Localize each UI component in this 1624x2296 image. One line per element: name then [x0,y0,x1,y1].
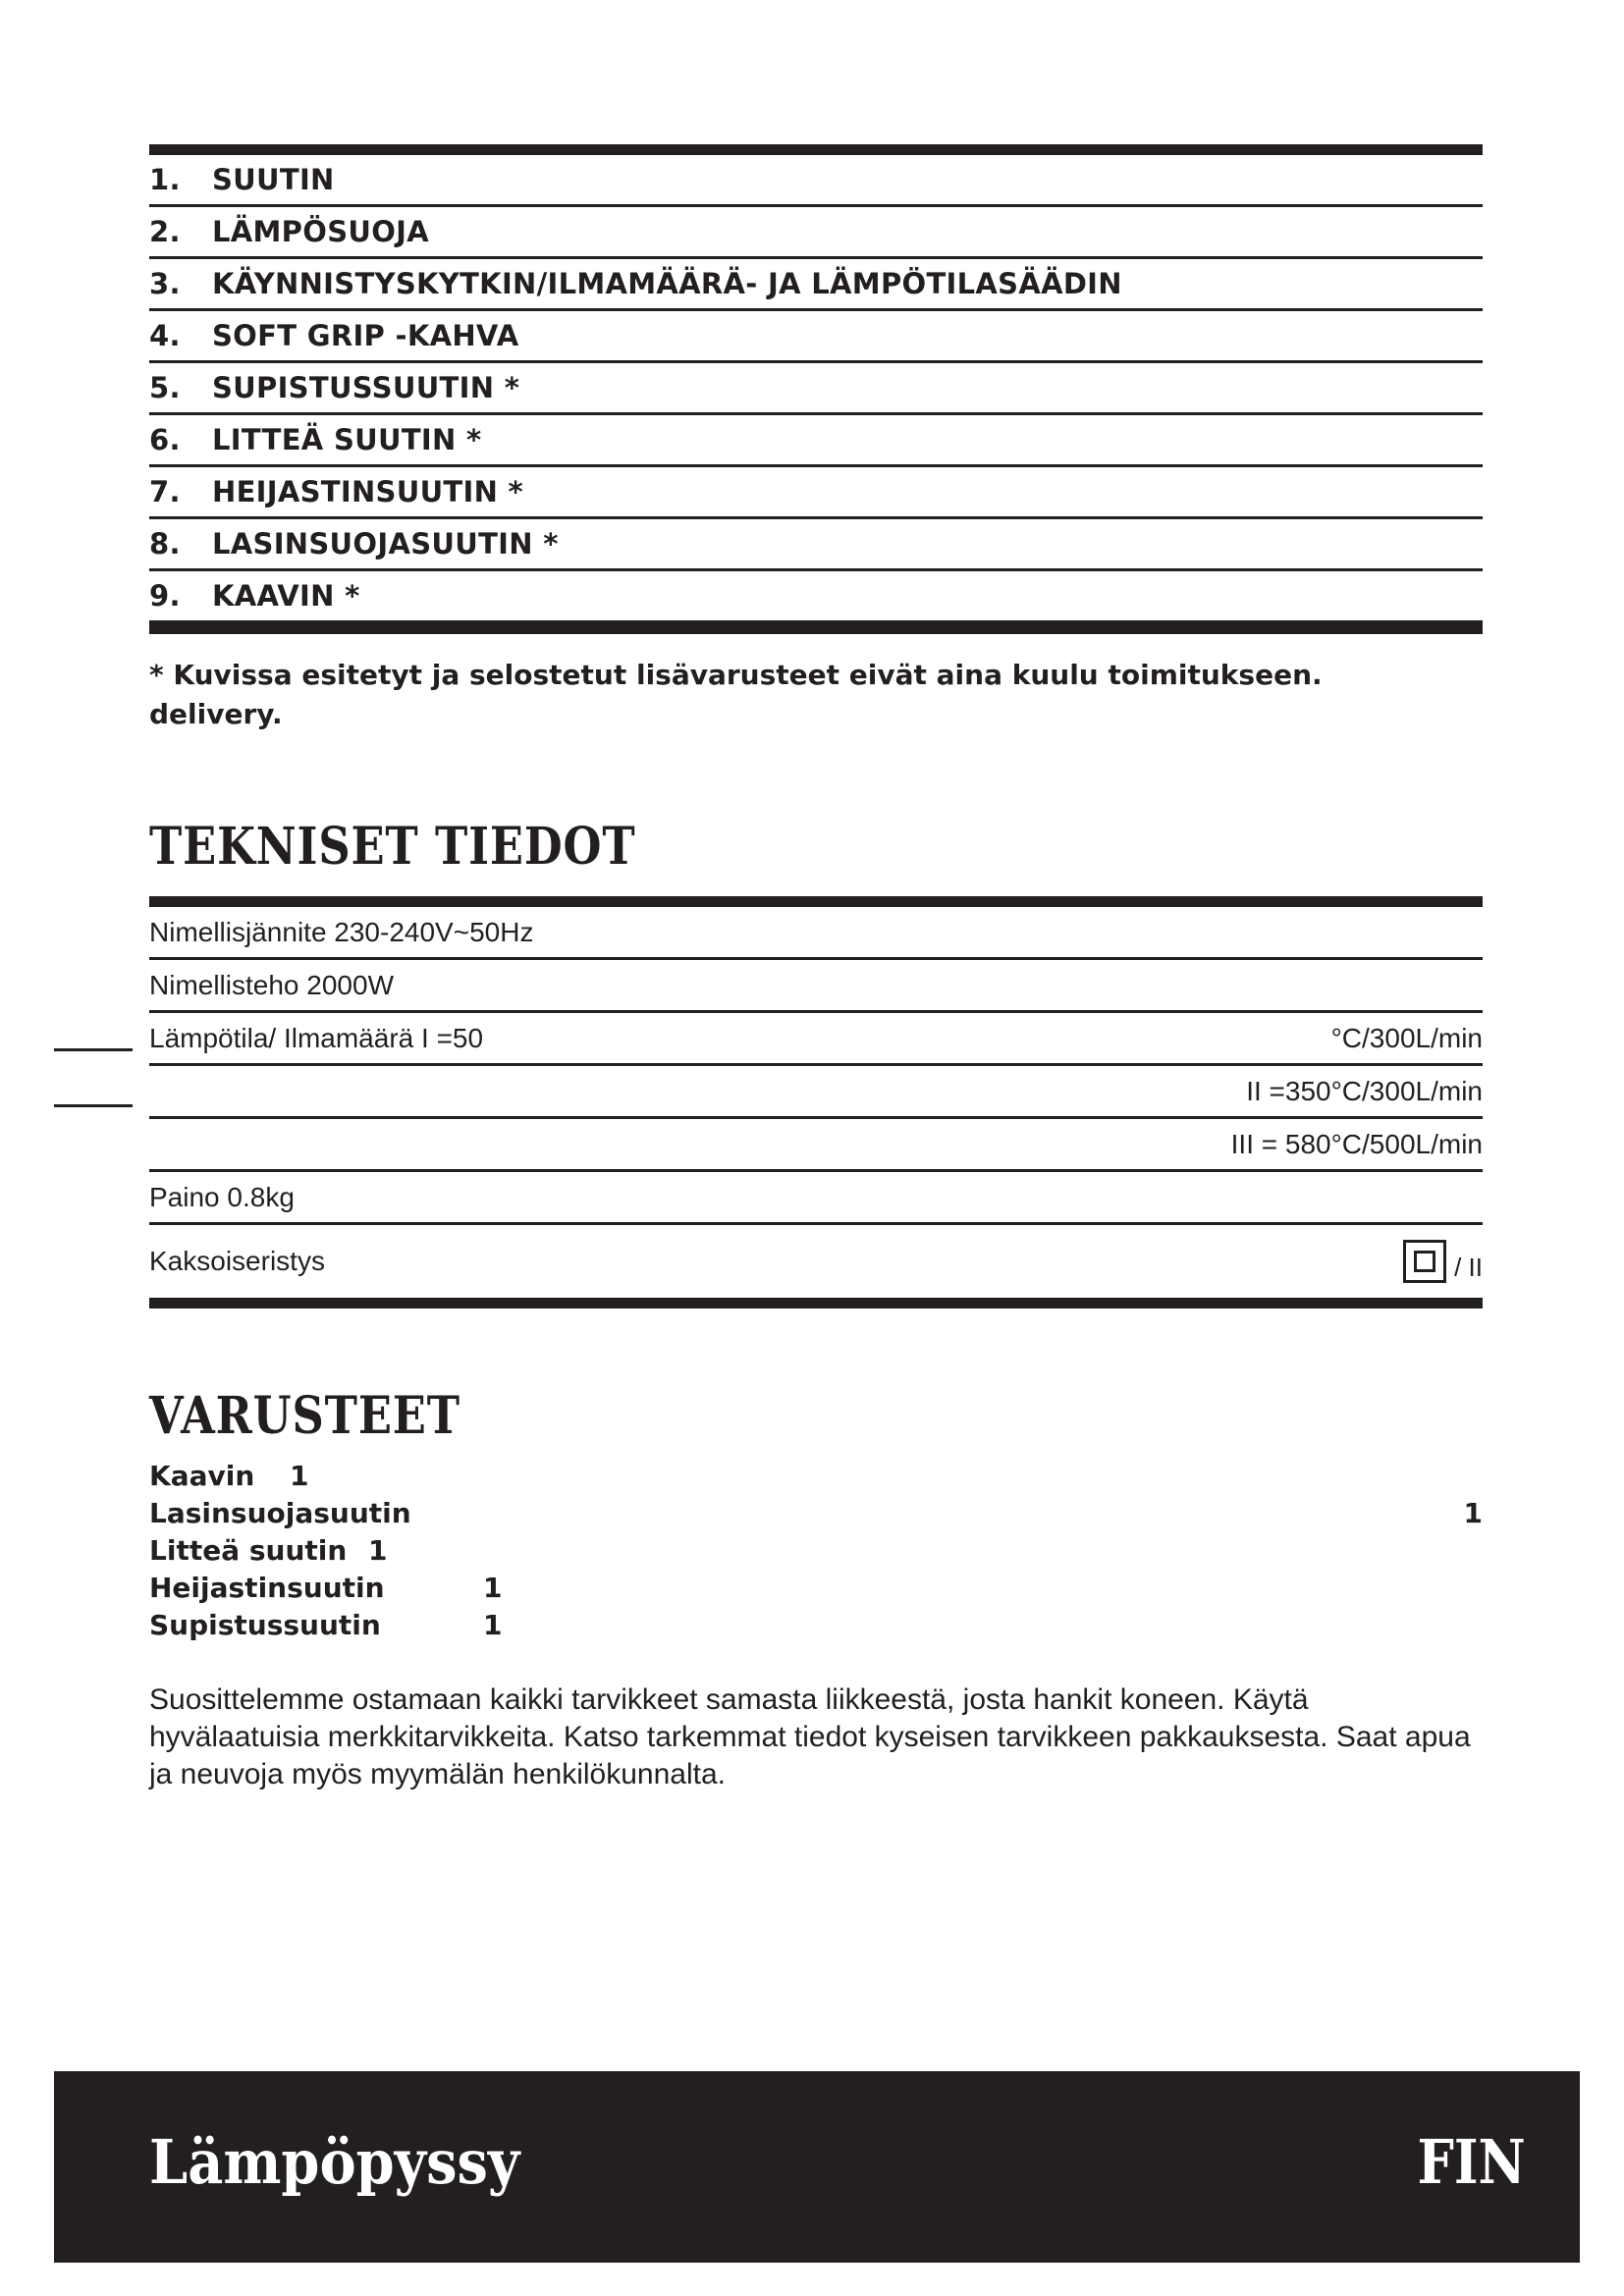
parts-top-rule [149,144,1483,155]
specs-bottom-rule [149,1298,1483,1308]
parts-item-number: 5. [149,371,181,404]
accessory-qty: 1 [290,1460,309,1492]
footnote-line: delivery. [149,698,283,730]
accessory-name: Lasinsuojasuutin [149,1497,411,1529]
accessory-item [149,1497,1483,1534]
spec-label: Lämpötila/ Ilmamäärä I =50 [149,1022,484,1053]
parts-item-label: LASINSUOJASUUTIN * [212,527,559,561]
parts-item [149,571,1483,623]
footer-bar [54,2071,1580,2263]
spec-label: Nimellisteho 2000W [149,969,394,1000]
accessories-list [149,1460,1483,1646]
parts-item-label: LÄMPÖSUOJA [212,215,430,248]
parts-list [149,144,1483,634]
accessory-qty: 1 [483,1609,503,1641]
spec-row [149,907,1483,960]
spec-value: °C/300L/min [1330,1022,1483,1053]
spec-row [149,1066,1483,1119]
accessory-qty: 1 [368,1534,388,1567]
parts-item-label: SUPISTUSSUUTIN * [212,371,520,404]
accessory-name: Heijastinsuutin [149,1572,385,1604]
accessory-item [149,1460,1483,1497]
accessories-footnote [149,656,1426,734]
spec-label: Kaksoiseristys [149,1246,325,1276]
recommendation-paragraph: Suosittelemme ostamaan kaikki tarvikkeet samasta liikkeestä, josta hankit koneen. Käytä hyvälaatuisia merkkitarvikkeita. Katso tarkemmat tiedot kyseisen tarvikkeen pakkauksesta. Saat apua ja neuvoja myös myymälän henkilökunnalta. [149,1683,1471,1790]
double-insulation-symbol [1403,1240,1483,1283]
accessory-item [149,1609,1483,1646]
parts-item-label: LITTEÄ SUUTIN * [212,423,482,456]
accessory-name: Kaavin [149,1460,255,1492]
parts-item-label: SOFT GRIP -KAHVA [212,319,519,352]
parts-item-number: 2. [149,215,181,248]
accessory-name: Supistussuutin [149,1609,381,1641]
parts-bottom-rule [149,623,1483,634]
parts-item-label: HEIJASTINSUUTIN * [212,475,524,508]
parts-item-label: SUUTIN [212,163,335,196]
spec-label: Nimellisjännite 230-240V~50Hz [149,916,534,947]
parts-item [149,207,1483,259]
parts-item-number: 8. [149,527,181,561]
parts-item [149,519,1483,571]
spec-label: Paino 0.8kg [149,1181,295,1212]
specs-heading: TEKNISET TIEDOT [149,817,636,877]
double-square-icon [1403,1240,1446,1283]
specs-top-rule [149,896,1483,907]
accessory-qty: 1 [1463,1497,1483,1529]
accessory-item [149,1572,1483,1609]
insulation-class: / II [1454,1253,1483,1282]
footnote-line: * Kuvissa esitetyt ja selostetut lisävarusteet eivät aina kuulu toimitukseen. [149,659,1323,691]
parts-item [149,467,1483,519]
parts-item-number: 7. [149,475,181,508]
parts-item [149,415,1483,467]
parts-item [149,155,1483,207]
spec-value: II =350°C/300L/min [1246,1075,1483,1106]
margin-mark [54,1104,133,1107]
parts-item-number: 1. [149,163,181,196]
spec-row [149,1013,1483,1066]
parts-item-label: KAAVIN * [212,579,360,613]
spec-row [149,1119,1483,1172]
parts-item-number: 4. [149,319,181,352]
product-title: Lämpöpyssy [149,2126,520,2198]
accessory-name: Litteä suutin [149,1534,348,1567]
parts-item [149,259,1483,311]
language-code: FIN [1417,2126,1526,2198]
parts-item-number: 6. [149,423,181,456]
specs-table [149,896,1483,1308]
spec-value: III = 580°C/500L/min [1230,1128,1483,1159]
accessories-heading: VARUSTEET [149,1386,460,1446]
parts-item-number: 3. [149,267,181,300]
spec-row [149,1172,1483,1225]
spec-row [149,1225,1483,1298]
accessory-qty: 1 [483,1572,503,1604]
parts-item-number: 9. [149,579,181,613]
parts-item [149,363,1483,415]
spec-row [149,960,1483,1013]
margin-mark [54,1048,133,1051]
parts-item-label: KÄYNNISTYSKYTKIN/ILMAMÄÄRÄ- JA LÄMPÖTILASÄÄDIN [212,267,1122,300]
accessory-item [149,1534,1483,1572]
parts-item [149,311,1483,363]
